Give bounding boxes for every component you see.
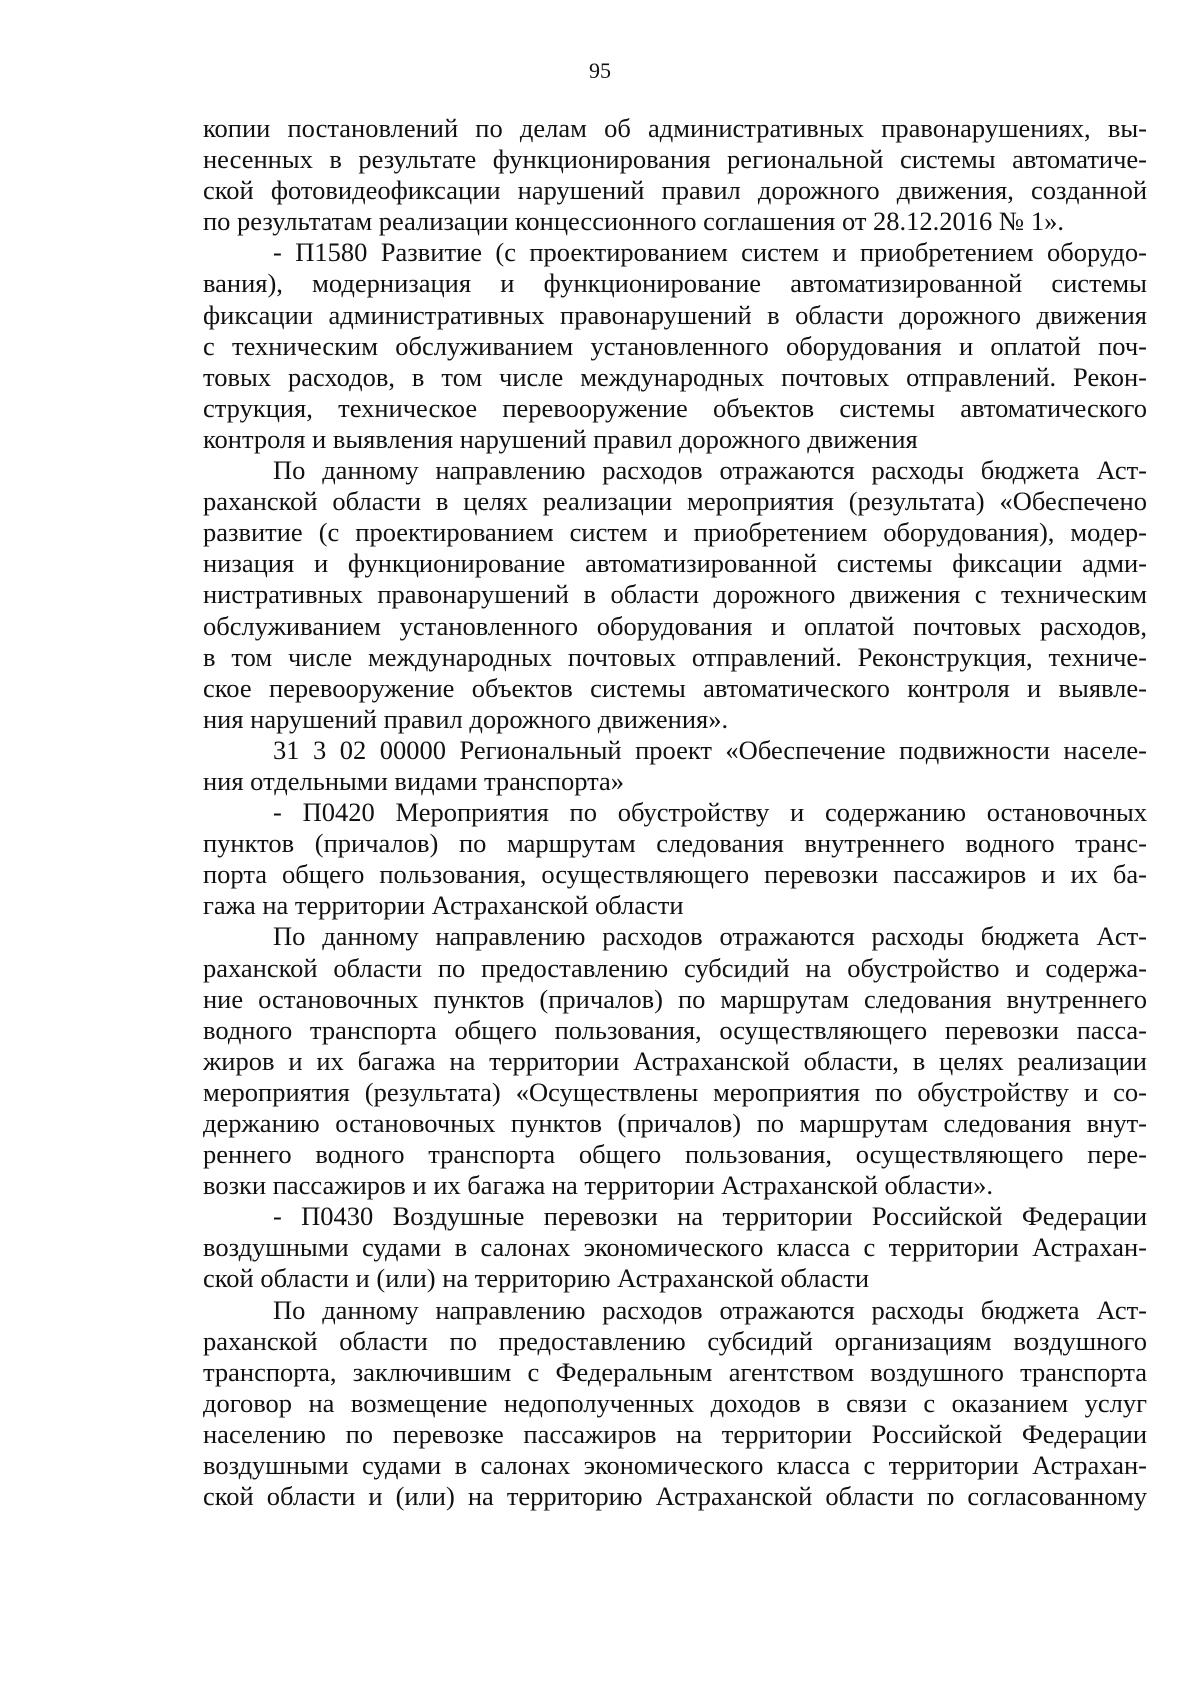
paragraph [203,455,1147,735]
page-number: 95 [589,58,611,83]
text-line: реннего водного транспорта общего пользования, осуществляющего пере- [203,1139,1147,1170]
text-line: фиксации административных правонарушений в области дорожного движения [203,299,1147,330]
text-line: воздушными судами в салонах экономического класса с территории Астрахан- [203,1450,1147,1481]
text-line: раханской области по предоставлению субсидий организациям воздушного [203,1325,1147,1356]
text-line: в том числе международных почтовых отправлений. Реконструкция, техниче- [203,641,1147,672]
text-line: развитие (с проектированием систем и приобретением оборудования), модер- [203,517,1147,548]
text-line: По данному направлению расходов отражаются расходы бюджета Аст- [273,455,1147,486]
text-line: ской области и (или) на территорию Астраханской области [203,1263,870,1294]
text-line: - П0420 Мероприятия по обустройству и содержанию остановочных [273,797,1147,828]
text-line: населению по перевозке пассажиров на территории Российской Федерации [203,1418,1147,1449]
text-line: нистративных правонарушений в области дорожного движения с техническим [203,579,1147,610]
document-body [203,113,1147,1512]
text-line: воздушными судами в салонах экономического класса с территории Астрахан- [203,1232,1147,1263]
text-line: контроля и выявления нарушений правил дорожного движения [203,423,918,454]
text-line: низация и функционирование автоматизированной системы фиксации адми- [203,548,1147,579]
text-line: раханской области по предоставлению субсидий на обустройство и содержа- [203,952,1147,983]
text-line: По данному направлению расходов отражаются расходы бюджета Аст- [273,1294,1147,1325]
text-line: транспорта, заключившим с Федеральным агентством воздушного транспорта [203,1356,1147,1387]
paragraph [203,1201,1147,1294]
text-line: вания), модернизация и функционирование автоматизированной системы [203,268,1147,299]
paragraph [203,797,1147,921]
text-line: ской области и (или) на территорию Астраханской области по согласованному [203,1481,1147,1512]
text-line: возки пассажиров и их багажа на территории Астраханской области». [203,1170,993,1201]
paragraph [203,735,1147,797]
text-line: пунктов (причалов) по маршрутам следования внутреннего водного транс- [203,828,1147,859]
text-line: по результатам реализации концессионного соглашения от 28.12.2016 № 1». [203,206,1064,237]
text-line: держанию остановочных пунктов (причалов) по маршрутам следования внут- [203,1108,1147,1138]
text-line: жиров и их багажа на территории Астраханской области, в целях реализации [203,1045,1147,1076]
paragraph [203,921,1147,1201]
paragraph [203,1295,1147,1513]
text-line: с техническим обслуживанием установленного оборудования и оплатой поч- [203,330,1147,361]
text-line: договор на возмещение недополученных доходов в связи с оказанием услуг [203,1387,1147,1418]
text-line: струкция, техническое перевооружение объектов системы автоматического [203,392,1147,423]
text-line: обслуживанием установленного оборудования и оплатой почтовых расходов, [203,610,1147,641]
text-line: копии постановлений по делам об административных правонарушениях, вы- [203,113,1147,143]
text-line: порта общего пользования, осуществляющего перевозки пассажиров и их ба- [203,859,1147,890]
paragraph [203,113,1147,237]
text-line: ние остановочных пунктов (причалов) по маршрутам следования внутреннего [203,983,1147,1014]
text-line: ния отдельными видами транспорта» [203,765,625,796]
text-line: водного транспорта общего пользования, осуществляющего перевозки пасса- [203,1014,1147,1045]
text-line: - П0430 Воздушные перевозки на территории Российской Федерации [273,1201,1147,1232]
paragraph [203,237,1147,455]
text-line: гажа на территории Астраханской области [203,890,684,921]
text-line: мероприятия (результата) «Осуществлены мероприятия по обустройству и со- [203,1076,1147,1107]
text-line: несенных в результате функционирования региональной системы автоматиче- [203,144,1147,175]
text-line: 31 3 02 00000 Региональный проект «Обеспечение подвижности населе- [273,734,1147,765]
text-line: ское перевооружение объектов системы автоматического контроля и выявле- [203,672,1147,703]
text-line: товых расходов, в том числе международных почтовых отправлений. Рекон- [203,361,1147,392]
text-line: - П1580 Развитие (с проектированием систем и приобретением оборудо- [273,237,1147,268]
text-line: раханской области в целях реализации мероприятия (результата) «Обеспечено [203,486,1147,517]
text-line: По данному направлению расходов отражаются расходы бюджета Аст- [273,921,1147,952]
text-line: ской фотовидеофиксации нарушений правил дорожного движения, созданной [203,175,1147,206]
text-line: ния нарушений правил дорожного движения». [203,703,729,734]
